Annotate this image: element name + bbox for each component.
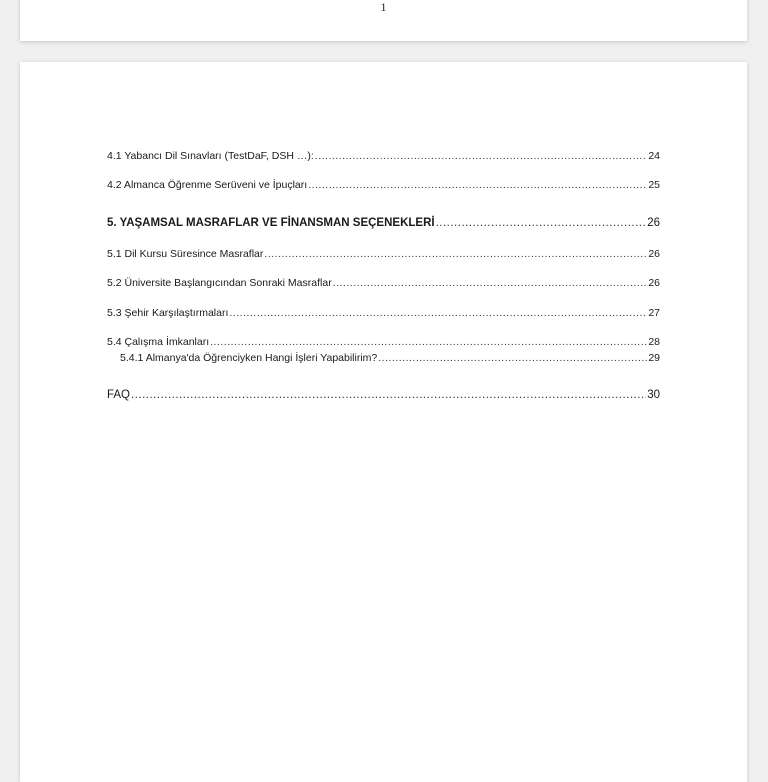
toc-entry-label: 4.2 Almanca Öğrenme Serüveni ve İpuçları (107, 179, 308, 191)
toc-entry-label: 5.3 Şehir Karşılaştırmaları (107, 307, 229, 319)
toc-entry-label: 5.4 Çalışma İmkanları (107, 336, 210, 348)
toc-entry-5[interactable] (107, 217, 660, 229)
toc-entry-label: 5. YAŞAMSAL MASRAFLAR VE FİNANSMAN SEÇENEKLERİ (107, 217, 435, 229)
toc-leader-dots (333, 277, 648, 289)
toc-entry-5-1[interactable] (107, 248, 660, 260)
page-number: 1 (380, 0, 387, 14)
document-page-previous (20, 0, 747, 41)
toc-page-number: 27 (648, 307, 660, 319)
toc-page-number: 26 (648, 277, 660, 289)
toc-leader-dots (378, 352, 647, 364)
toc-page-number: 30 (647, 389, 660, 401)
toc-leader-dots (315, 150, 648, 162)
toc-page-number: 26 (647, 217, 660, 229)
document-page-current (20, 62, 747, 782)
toc-leader-dots (131, 389, 646, 401)
toc-entry-5-2[interactable] (107, 277, 660, 289)
toc-entry-5-3[interactable] (107, 307, 660, 319)
toc-page-number: 29 (648, 352, 660, 364)
toc-page-number: 25 (648, 179, 660, 191)
toc-entry-faq[interactable] (107, 389, 660, 401)
toc-entry-label: 5.2 Üniversite Başlangıcından Sonraki Masraflar (107, 277, 332, 289)
toc-entry-4-1[interactable] (107, 150, 660, 162)
toc-entry-4-2[interactable] (107, 179, 660, 191)
toc-page-number: 28 (648, 336, 660, 348)
toc-page-number: 26 (648, 248, 660, 260)
toc-page-number: 24 (648, 150, 660, 162)
toc-leader-dots (264, 248, 647, 260)
toc-entry-label: 4.1 Yabancı Dil Sınavları (TestDaF, DSH …): (107, 150, 314, 162)
toc-leader-dots (229, 307, 647, 319)
toc-leader-dots (308, 179, 647, 191)
toc-entry-label: 5.1 Dil Kursu Süresince Masraflar (107, 248, 264, 260)
toc-leader-dots (210, 336, 647, 348)
toc-entry-5-4[interactable] (107, 336, 660, 348)
toc-entry-label: FAQ (107, 389, 131, 401)
toc-leader-dots (436, 217, 647, 229)
toc-entry-label: 5.4.1 Almanya'da Öğrenciyken Hangi İşleri Yapabilirim? (120, 352, 378, 364)
toc-entry-5-4-1[interactable] (120, 352, 660, 364)
